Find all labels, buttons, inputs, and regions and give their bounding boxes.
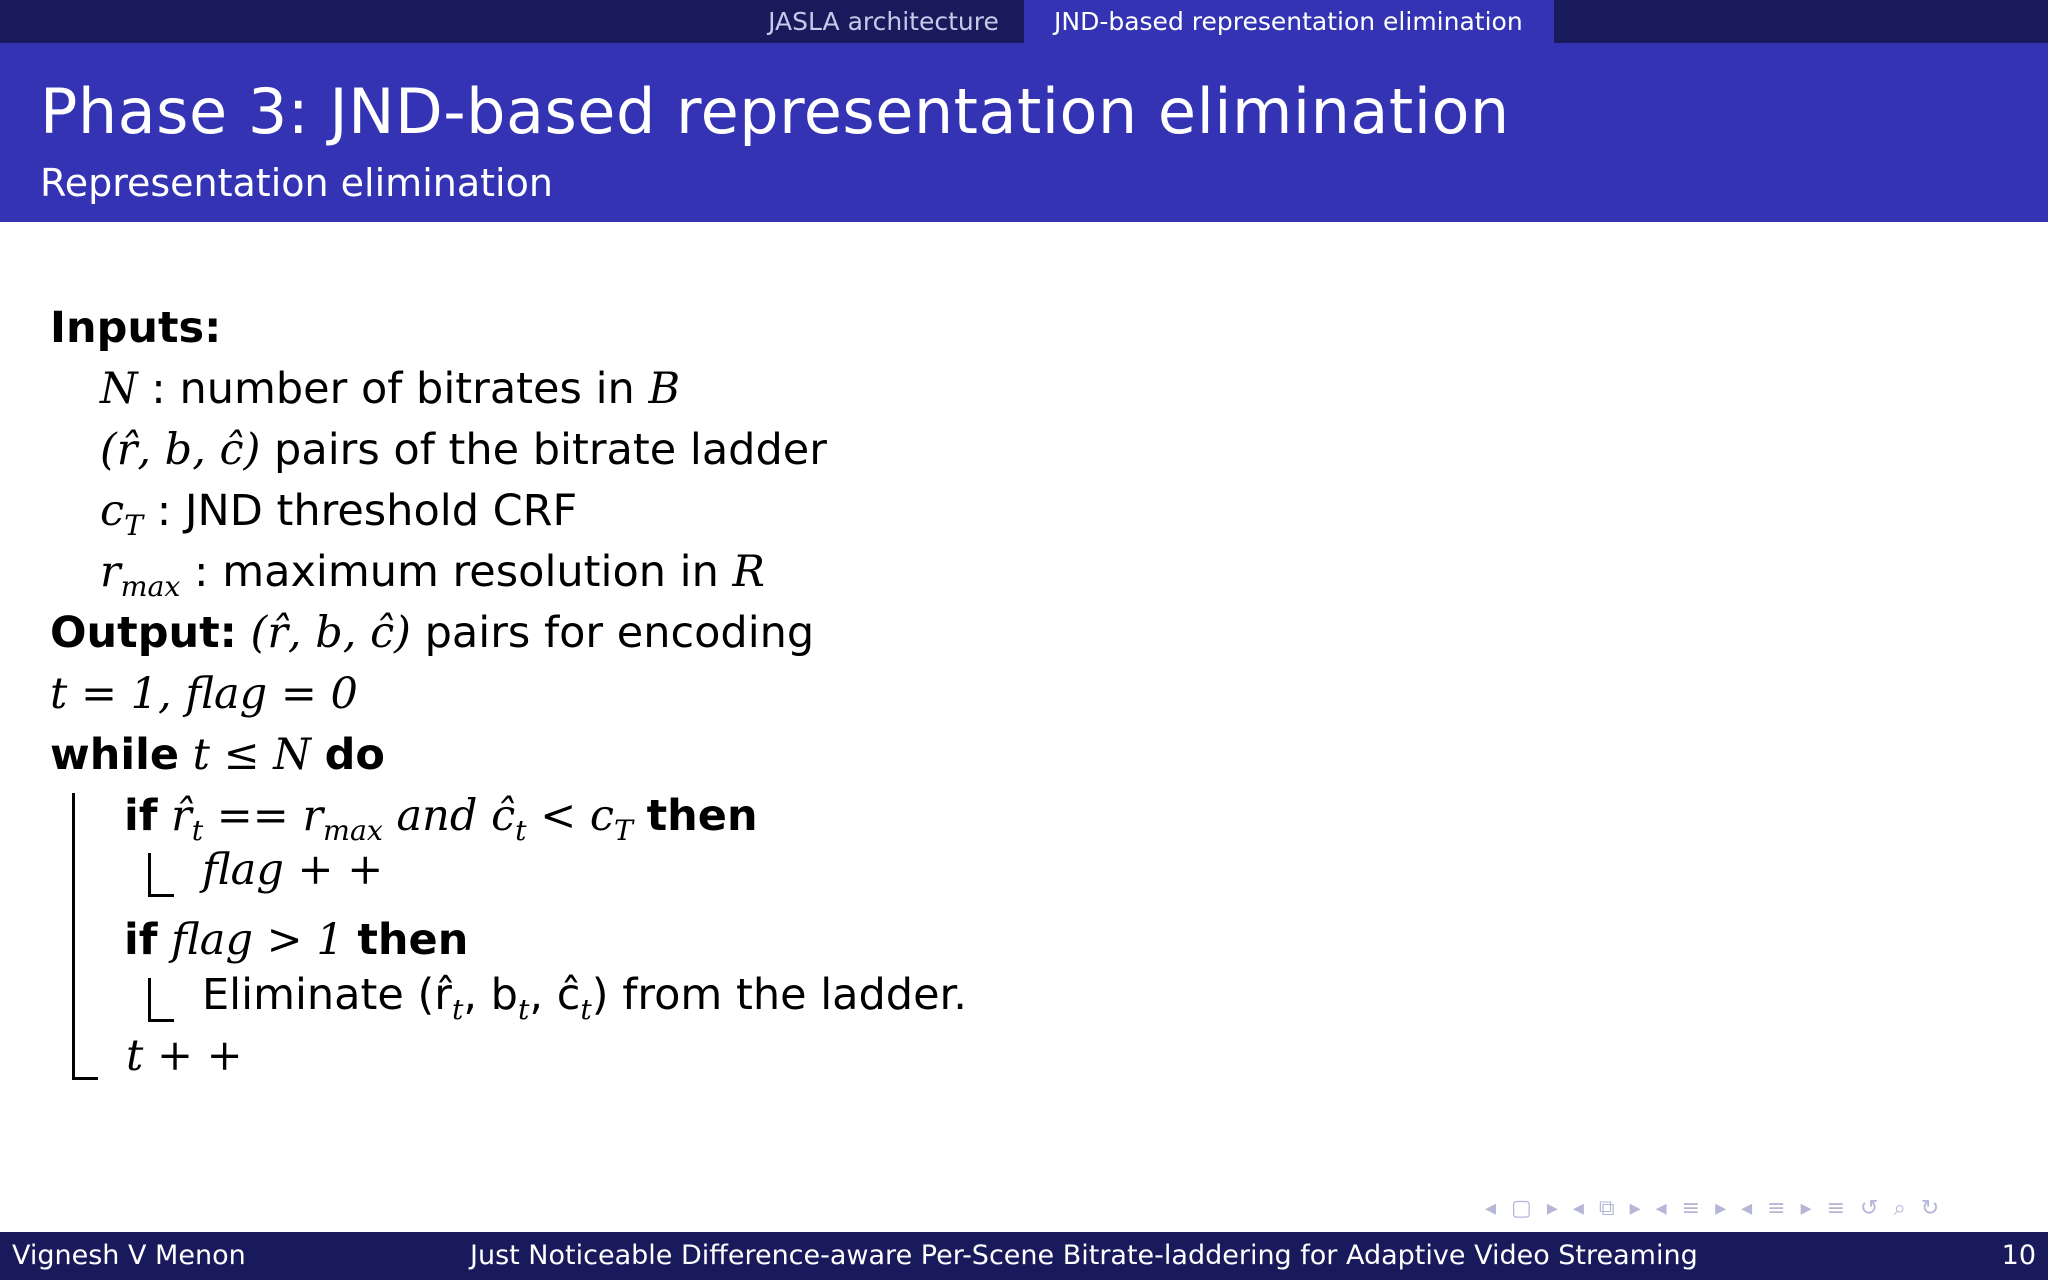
while-condition: t ≤ N: [192, 730, 311, 780]
if2-body-sub2: t: [517, 992, 530, 1026]
if2-line: [124, 915, 468, 965]
if2-body-mid1: , b: [463, 970, 518, 1020]
if1-keyword: if: [124, 791, 158, 841]
if1-then-keyword: then: [646, 791, 758, 841]
input-n-var: N: [100, 364, 138, 414]
output-text: pairs for encoding: [410, 608, 815, 658]
output-line: [50, 608, 814, 658]
inputs-heading: [50, 303, 221, 353]
footer-author: Vignesh V Menon: [12, 1240, 246, 1271]
while-keyword: while: [50, 730, 179, 780]
init-line: [50, 669, 358, 719]
input-line-pairs: [100, 425, 827, 475]
if1-body-bracket: [148, 853, 151, 897]
do-keyword: do: [324, 730, 385, 780]
if2-body-sub3: t: [580, 992, 592, 1026]
if1-cond-rhat-sub: t: [191, 813, 204, 847]
input-pairs-tuple: (r̂, b, ĉ): [100, 425, 261, 475]
if1-cond-lt-sub: T: [614, 813, 633, 847]
nav-section-jasla-architecture[interactable]: JASLA architecture: [768, 7, 999, 36]
frame-title: Phase 3: JND-based representation elimination: [40, 75, 1510, 148]
increment-line: [126, 1031, 243, 1081]
if2-body-start: Eliminate (r̂: [202, 970, 452, 1020]
if2-body-bracket: [148, 978, 151, 1022]
init-statement: t = 1, flag = 0: [50, 669, 358, 719]
if1-cond-chat: and ĉ: [382, 791, 516, 841]
if1-line: [124, 791, 758, 847]
if1-body: flag + +: [202, 845, 384, 895]
output-label: Output:: [50, 608, 237, 658]
input-ct-text: : JND threshold CRF: [143, 486, 578, 536]
input-ct-sub: T: [124, 508, 144, 542]
input-n-set: B: [648, 364, 681, 414]
if2-keyword: if: [124, 915, 158, 965]
if1-cond-lt: < c: [526, 791, 615, 841]
input-line-n: [100, 364, 680, 414]
while-body-bracket: [72, 793, 75, 1080]
if1-cond-eq-sub: max: [323, 813, 383, 847]
if1-cond-eq: == r: [203, 791, 324, 841]
while-line: [50, 730, 385, 780]
if1-body-bracket-foot: [148, 894, 174, 897]
inputs-label: Inputs:: [50, 303, 222, 353]
input-line-rmax: [100, 547, 765, 603]
frame-subtitle: Representation elimination: [40, 161, 553, 205]
footer-title: Just Noticeable Difference-aware Per-Scene Bitrate-laddering for Adaptive Video Streaming: [470, 1240, 1698, 1271]
if2-then-keyword: then: [357, 915, 469, 965]
input-rmax-set: R: [732, 547, 765, 597]
if2-body-end: ) from the ladder.: [591, 970, 967, 1020]
if2-body-sub1: t: [451, 992, 464, 1026]
footer-page-number: 10: [2001, 1240, 2036, 1271]
if2-body-bracket-foot: [148, 1019, 174, 1022]
if2-condition: flag > 1: [171, 915, 344, 965]
while-body-bracket-foot: [72, 1077, 98, 1080]
if2-body-mid2: , ĉ: [529, 970, 581, 1020]
if1-cond-chat-sub: t: [515, 813, 527, 847]
nav-section-current[interactable]: JND-based representation elimination: [1024, 0, 1554, 43]
input-ct-var: c: [100, 486, 125, 536]
input-rmax-text: : maximum resolution in: [180, 547, 733, 597]
input-pairs-text: pairs of the bitrate ladder: [260, 425, 827, 475]
footer-bar: [0, 1232, 2048, 1280]
output-tuple: (r̂, b, ĉ): [250, 608, 411, 658]
input-rmax-var: r: [100, 547, 121, 597]
if1-body-line: [202, 845, 383, 895]
if2-body-line: [202, 970, 967, 1026]
navigation-symbols[interactable]: ◂ ▢ ▸ ◂ ⧉ ▸ ◂ ≡ ▸ ◂ ≡ ▸ ≡ ↺ ⌕ ↻: [1485, 1196, 1944, 1221]
input-line-threshold: [100, 486, 577, 542]
input-rmax-sub: max: [120, 569, 181, 603]
input-n-text: : number of bitrates in: [137, 364, 649, 414]
increment-statement: t + +: [126, 1031, 243, 1081]
if1-cond-rhat: r̂: [171, 791, 192, 841]
